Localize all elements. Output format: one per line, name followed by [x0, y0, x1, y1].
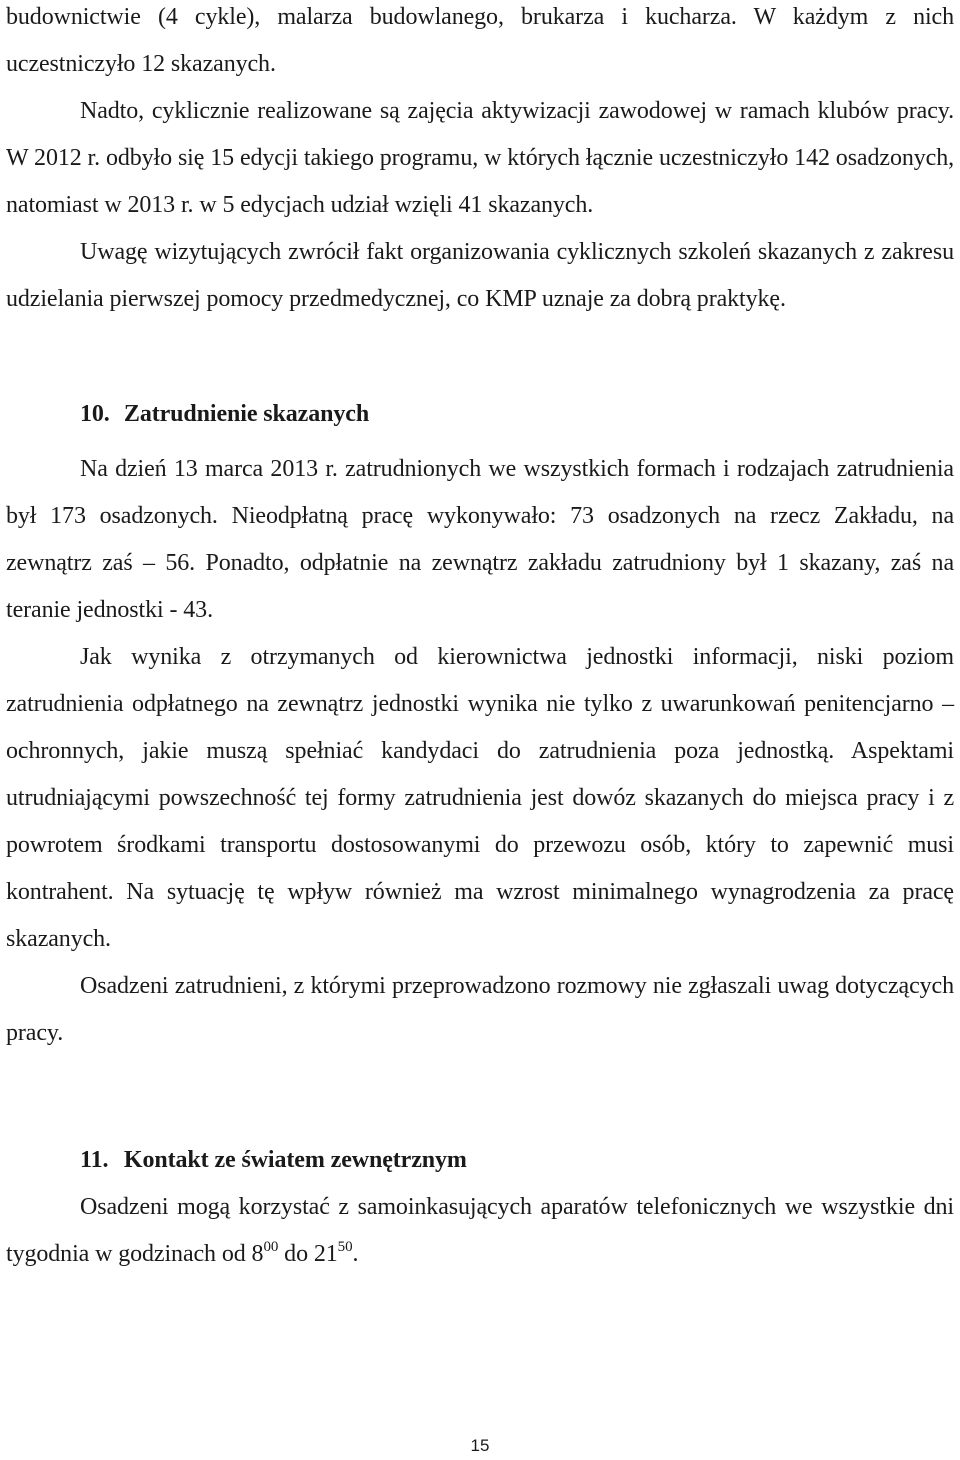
section-spacer [6, 323, 954, 391]
section-heading-10 [6, 391, 954, 438]
paragraph-training-cycles: budownictwie (4 cykle), malarza budowlanego, brukarza i kucharza. W każdym z nich uczestniczyło 12 skazanych. [6, 4, 954, 77]
paragraph-text: . [352, 1241, 359, 1267]
superscript-minutes: 50 [337, 1239, 353, 1255]
section-number: 10. [80, 401, 110, 427]
paragraph-job-clubs: Nadto, cyklicznie realizowane są zajęcia aktywizacji zawodowej w ramach klubów pracy. W 2012 r. odbyło się 15 edycji takiego programu, w których łącznie uczestniczyło 142 osadzonych, natomiast w 2013 r. w 5 edycjach udział wzięli 41 skazanych. [6, 98, 954, 218]
section-number: 11. [80, 1147, 109, 1173]
paragraph-employment-remarks: Osadzeni zatrudnieni, z którymi przeprowadzono rozmowy nie zgłaszali uwag dotyczących pracy. [6, 973, 954, 1046]
section-title: Zatrudnienie skazanych [123, 401, 370, 427]
paragraph-employment-factors: Jak wynika z otrzymanych od kierownictwa jednostki informacji, niski poziom zatrudnienia odpłatnego na zewnątrz jednostki wynika nie tylko z uwarunkowań penitencjarno – ochronnych, jakie muszą spełniać kandydaci do zatrudnienia poza jednostką. Aspektami utrudniającymi powszechność tej formy zatrudnienia jest dowóz skazanych do miejsca pracy i z powrotem środkami transportu dostosowanymi do przewozu osób, który to zapewnić musi kontrahent. Na sytuację tę wpływ również ma wzrost minimalnego wynagrodzenia za pracę skazanych. [6, 644, 954, 952]
section-heading-11 [6, 1137, 954, 1184]
paragraph-telephone-access [6, 1184, 954, 1278]
section-title: Kontakt ze światem zewnętrznym [123, 1147, 467, 1173]
document-page [6, 0, 954, 1460]
paragraph-text: do 21 [278, 1241, 338, 1267]
paragraph-text: Osadzeni mogą korzystać z samoinkasujących aparatów telefonicznych we wszystkie dni tygodnia w godzinach od 8 [6, 1194, 954, 1267]
body-text [6, 0, 954, 1278]
paragraph-first-aid: Uwagę wizytujących zwrócił fakt organizowania cyklicznych szkoleń skazanych z zakresu udzielania pierwszej pomocy przedmedycznej, co KMP uznaje za dobrą praktykę. [6, 239, 954, 312]
heading-spacer [6, 438, 954, 446]
section-spacer [6, 1057, 954, 1137]
page-number: 15 [470, 1436, 490, 1455]
superscript-minutes: 00 [263, 1239, 279, 1255]
paragraph-employment-stats: Na dzień 13 marca 2013 r. zatrudnionych we wszystkich formach i rodzajach zatrudnienia był 173 osadzonych. Nieodpłatną pracę wykonywało: 73 osadzonych na rzecz Zakładu, na zewnątrz zaś – 56. Ponadto, odpłatnie na zewnątrz zakładu zatrudniony był 1 skazany, zaś na teranie jednostki - 43. [6, 456, 954, 623]
